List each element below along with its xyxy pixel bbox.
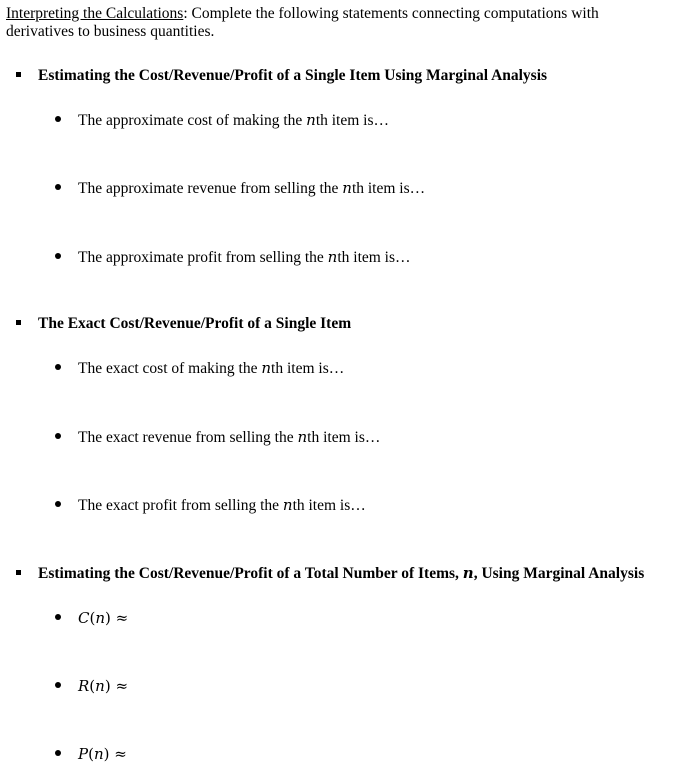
- statement-approx-profit: The approximate profit from selling the nth item is…: [55, 248, 411, 267]
- statement-exact-cost: The exact cost of making the nth item is…: [55, 359, 344, 378]
- section-heading-marginal-total: Estimating the Cost/Revenue/Profit of a Total Number of Items, n, Using Marginal Analysis: [16, 564, 644, 583]
- round-bullet-icon: [55, 116, 61, 122]
- section-heading-exact-single: The Exact Cost/Revenue/Profit of a Single Item: [16, 315, 351, 333]
- round-bullet-icon: [55, 750, 61, 756]
- formula-profit: P(n) ≈: [55, 745, 127, 764]
- round-bullet-icon: [55, 433, 61, 439]
- section-heading-marginal-single: Estimating the Cost/Revenue/Profit of a Single Item Using Marginal Analysis: [16, 67, 547, 85]
- round-bullet-icon: [55, 614, 61, 620]
- round-bullet-icon: [55, 364, 61, 370]
- square-bullet-icon: [16, 320, 21, 325]
- round-bullet-icon: [55, 501, 61, 507]
- round-bullet-icon: [55, 682, 61, 688]
- formula-revenue: R(n) ≈: [55, 677, 128, 696]
- square-bullet-icon: [16, 72, 21, 77]
- intro-colon: :: [183, 5, 188, 22]
- intro-paragraph: [6, 5, 676, 41]
- statement-approx-revenue: The approximate revenue from selling the nth item is…: [55, 179, 425, 198]
- round-bullet-icon: [55, 184, 61, 190]
- intro-line2: derivatives to business quantities.: [6, 23, 215, 40]
- statement-approx-cost: The approximate cost of making the nth item is…: [55, 111, 389, 130]
- formula-cost: C(n) ≈: [55, 609, 128, 628]
- intro-line1: Complete the following statements connecting computations with: [187, 5, 599, 22]
- round-bullet-icon: [55, 253, 61, 259]
- intro-lead: Interpreting the Calculations: [6, 5, 184, 22]
- square-bullet-icon: [16, 570, 21, 575]
- statement-exact-profit: The exact profit from selling the nth item is…: [55, 496, 366, 515]
- statement-exact-revenue: The exact revenue from selling the nth item is…: [55, 428, 380, 447]
